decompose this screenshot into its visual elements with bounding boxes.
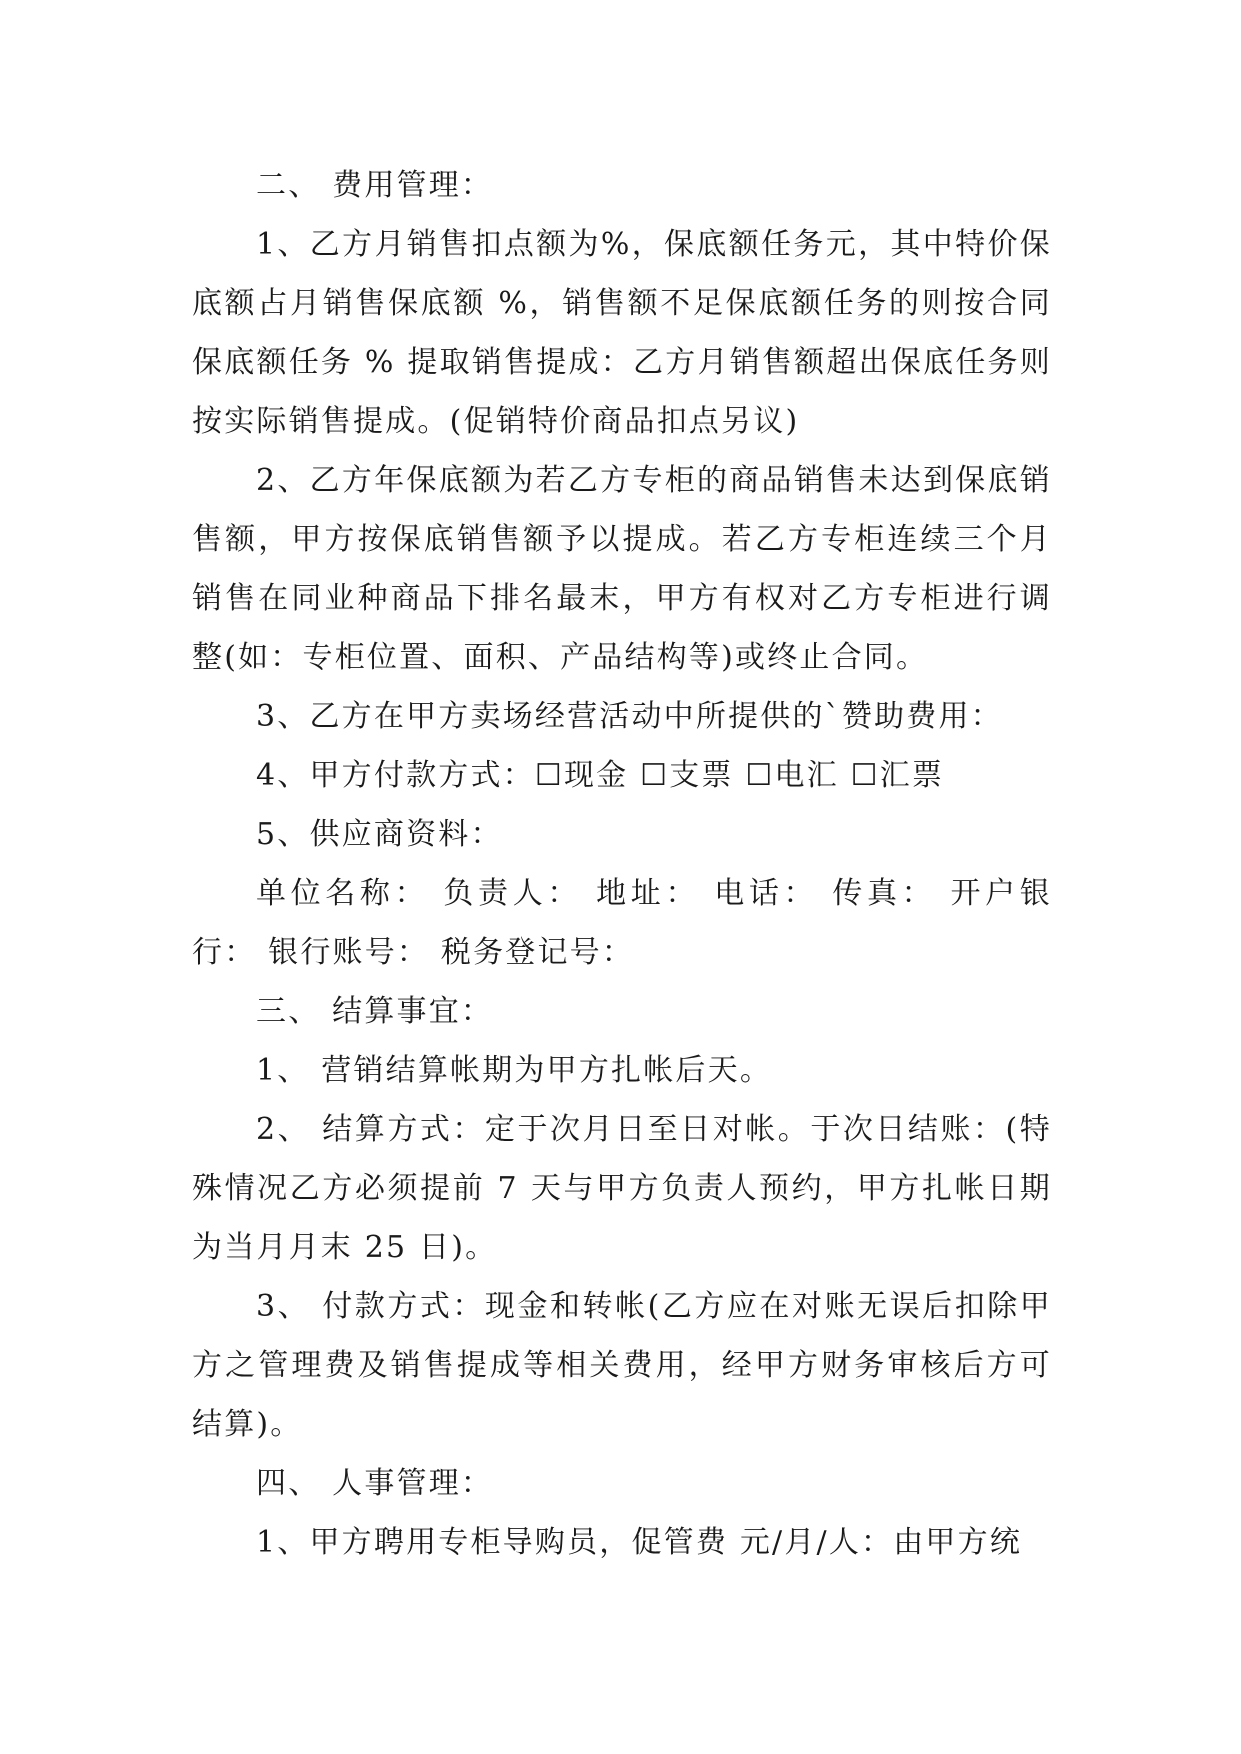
section-heading-fee-management: 二、 费用管理： [256,168,494,203]
section-heading-personnel: 四、 人事管理： [256,1466,494,1501]
paragraph-sponsorship-fee: 3、乙方在甲方卖场经营活动中所提供的`赞助费用： [256,699,1003,734]
paragraph-monthly-deduction: 1、乙方月销售扣点额为%，保底额任务元，其中特价保底额占月销售保底额 %，销售额不足保底额任务的则按合同保底额任务 % 提取销售提成：乙方月销售额超出保底任务则按实际销售提成。(促销特价商品扣点另议) [192,227,1052,439]
paragraph-settlement-period: 1、 营销结算帐期为甲方扎帐后天。 [256,1053,773,1088]
paragraph-payment-method: 4、甲方付款方式：☐现金 ☐支票 ☐电汇 ☐汇票 [256,758,945,793]
paragraph-staff-hiring: 1、甲方聘用专柜导购员，促管费 元/月/人：由甲方统 [256,1525,1023,1560]
paragraph-supplier-info-heading: 5、供应商资料： [256,817,503,852]
paragraph-settlement-method: 2、 结算方式：定于次月日至日对帐。于次日结账：(特殊情况乙方必须提前 7 天与甲方负责人预约，甲方扎帐日期为当月月末 25 日)。 [192,1112,1052,1265]
paragraph-annual-minimum: 2、乙方年保底额为若乙方专柜的商品销售未达到保底销售额，甲方按保底销售额予以提成。若乙方专柜连续三个月销售在同业种商品下排名最末，甲方有权对乙方专柜进行调整(如：专柜位置、面积、产品结构等)或终止合同。 [192,463,1052,675]
section-heading-settlement: 三、 结算事宜： [256,994,494,1029]
document-body [192,156,1052,1572]
paragraph-payment-terms: 3、 付款方式：现金和转帐(乙方应在对账无误后扣除甲方之管理费及销售提成等相关费用，经甲方财务审核后方可结算)。 [192,1289,1052,1442]
paragraph-supplier-fields: 单位名称： 负责人： 地址： 电话： 传真： 开户银行： 银行账号： 税务登记号： [192,876,1052,970]
